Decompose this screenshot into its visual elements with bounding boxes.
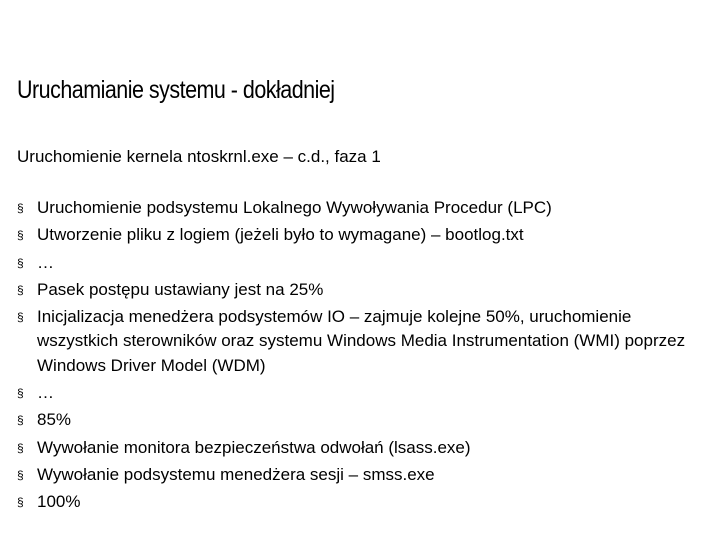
list-item [17, 305, 707, 378]
bullet-list [17, 196, 707, 518]
bullet-marker-icon: § [17, 201, 24, 215]
list-item [17, 408, 707, 432]
bullet-marker-icon: § [17, 467, 24, 482]
bullet-marker-icon: § [17, 495, 24, 510]
list-item [17, 463, 707, 487]
list-item-text: Inicjalizacja menedżera podsystemów IO – zajmuje kolejne 50%, uruchomienie wszystkich sterowników oraz systemu Windows Media Instrumentation (WMI) poprzez Windows Driver Model (WDM) [37, 307, 686, 375]
list-item [17, 436, 707, 460]
slide-subtitle: Uruchomienie kernela ntoskrnl.exe – c.d., faza 1 [17, 147, 381, 166]
bullet-marker-icon: § [17, 386, 24, 401]
list-item-text: … [37, 383, 54, 403]
bullet-marker-icon: § [17, 228, 24, 243]
list-item [17, 251, 707, 275]
list-item-text: Utworzenie pliku z logiem (jeżeli było to wymagane) – bootlog.txt [37, 225, 524, 245]
slide-title: Uruchamianie systemu - dokładniej [17, 76, 335, 104]
list-item-text: … [37, 252, 54, 272]
list-item-text: 100% [37, 492, 81, 512]
list-item [17, 381, 707, 405]
list-item [17, 490, 707, 514]
list-item [17, 223, 707, 247]
list-item-text: 85% [37, 410, 72, 430]
list-item-text: Wywołanie podsystemu menedżera sesji – smss.exe [37, 464, 435, 484]
bullet-marker-icon: § [17, 282, 24, 297]
bullet-marker-icon: § [17, 440, 24, 455]
list-item-text: Uruchomienie podsystemu Lokalnego Wywoływania Procedur (LPC) [37, 198, 552, 217]
list-item-text: Pasek postępu ustawiany jest na 25% [37, 279, 324, 299]
list-item [17, 278, 707, 302]
bullet-marker-icon: § [17, 255, 24, 270]
bullet-marker-icon: § [17, 310, 24, 325]
list-item-text: Wywołanie monitora bezpieczeństwa odwołań (lsass.exe) [37, 437, 471, 457]
list-item [17, 196, 707, 220]
bullet-marker-icon: § [17, 413, 24, 428]
